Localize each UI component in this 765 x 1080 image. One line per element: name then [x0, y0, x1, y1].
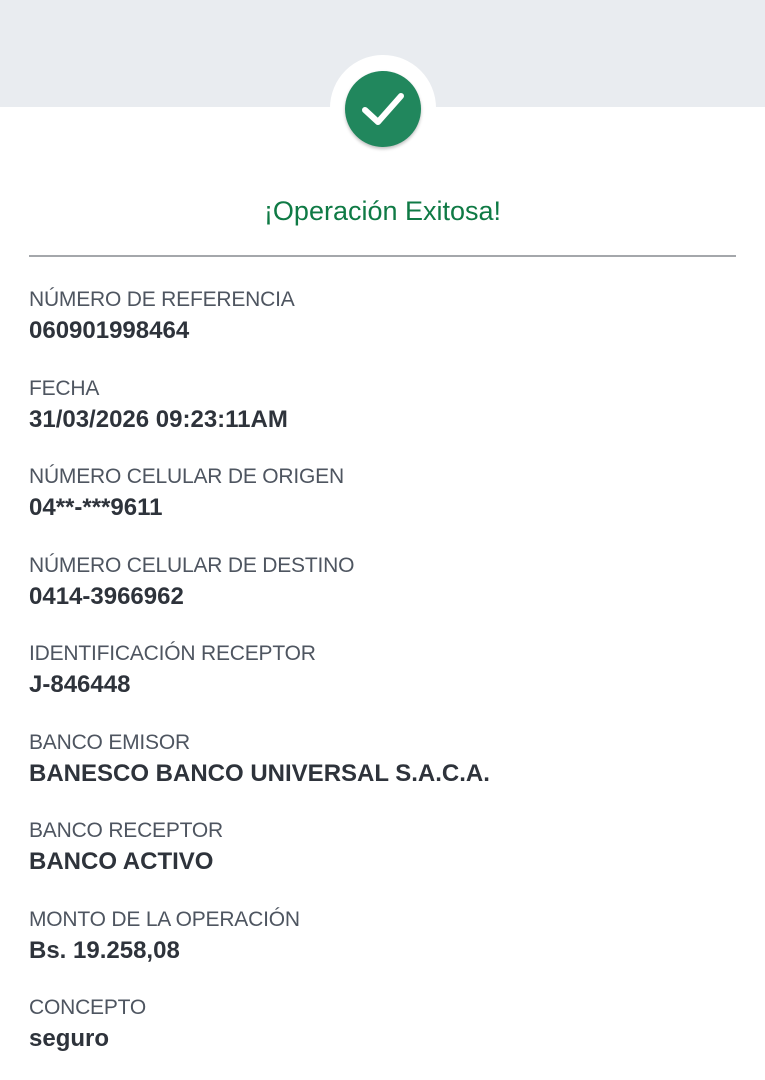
- field-concept: [29, 993, 729, 1080]
- field-value: J-846448: [29, 671, 131, 698]
- field-origin-phone: [29, 462, 729, 551]
- field-label: CONCEPTO: [29, 996, 147, 1019]
- details-list: [29, 285, 729, 1080]
- field-issuing-bank: [29, 728, 729, 817]
- field-receiving-bank: [29, 816, 729, 905]
- success-badge: [345, 71, 421, 147]
- field-value: 04**-***9611: [29, 494, 163, 521]
- field-value: 060901998464: [29, 317, 190, 344]
- operation-title: ¡Operación Exitosa!: [263, 196, 502, 226]
- field-label: IDENTIFICACIÓN RECEPTOR: [29, 642, 316, 665]
- divider: [29, 255, 736, 257]
- field-reference-number: [29, 285, 729, 374]
- field-value: BANCO ACTIVO: [29, 848, 214, 875]
- field-label: NÚMERO DE REFERENCIA: [29, 288, 295, 311]
- field-destination-phone: [29, 551, 729, 640]
- field-label: BANCO EMISOR: [29, 730, 190, 754]
- field-value: seguro: [29, 1025, 110, 1052]
- field-label: FECHA: [29, 376, 100, 400]
- field-date: [29, 374, 729, 463]
- field-value: 0414-3966962: [29, 582, 184, 610]
- field-label: BANCO RECEPTOR: [29, 819, 224, 842]
- field-value: 31/03/2026 09:23:11AM: [29, 405, 288, 433]
- field-label: NÚMERO CELULAR DE DESTINO: [29, 553, 355, 577]
- field-label: MONTO DE LA OPERACIÓN: [29, 907, 300, 931]
- field-label: NÚMERO CELULAR DE ORIGEN: [29, 465, 344, 488]
- field-amount: [29, 905, 729, 994]
- check-icon: [359, 87, 407, 131]
- field-value: Bs. 19.258,08: [29, 936, 180, 964]
- field-value: BANESCO BANCO UNIVERSAL S.A.C.A.: [29, 759, 490, 787]
- field-receiver-id: [29, 639, 729, 728]
